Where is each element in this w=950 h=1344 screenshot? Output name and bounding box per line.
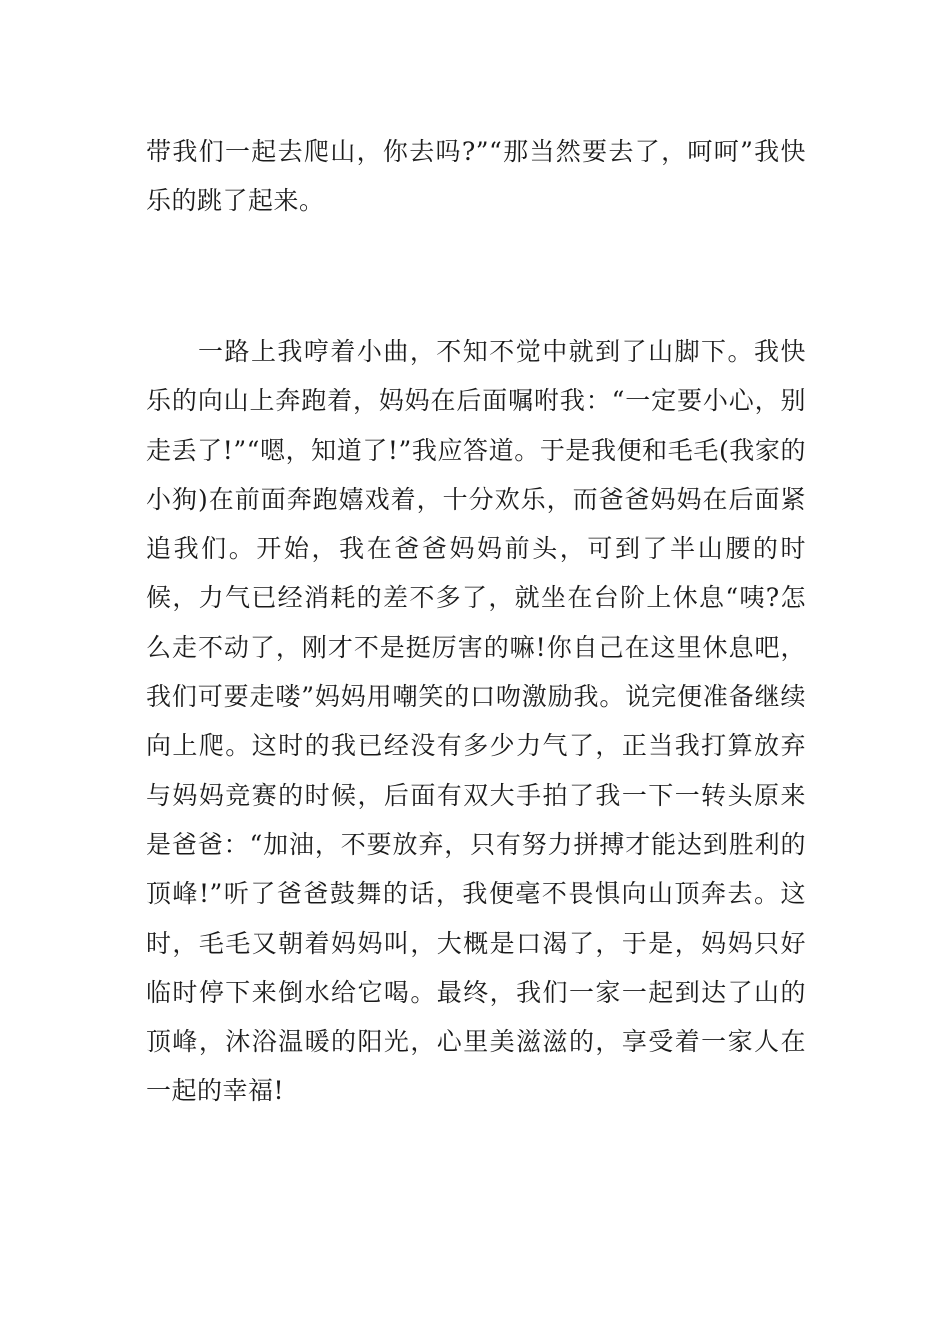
paragraph-mountain-climb: 一路上我哼着小曲，不知不觉中就到了山脚下。我快乐的向山上奔跑着，妈妈在后面嘱咐我：“一定要小心，别走丢了!”“嗯，知道了!”我应答道。于是我便和毛毛(我家的小狗)在前面奔跑嬉戏着，十分欢乐，而爸爸妈妈在后面紧追我们。开始，我在爸爸妈妈前头，可到了半山腰的时候，力气已经消耗的差不多了，就坐在台阶上休息“咦?怎么走不动了，刚才不是挺厉害的嘛!你自己在这里休息吧，我们可要走喽”妈妈用嘲笑的口吻激励我。说完便准备继续向上爬。这时的我已经没有多少力气了，正当我打算放弃与妈妈竞赛的时候，后面有双大手拍了我一下一转头原来是爸爸：“加油，不要放弃，只有努力拼搏才能达到胜利的顶峰!”听了爸爸鼓舞的话，我便毫不畏惧向山顶奔去。这时，毛毛又朝着妈妈叫，大概是口渴了，于是，妈妈只好临时停下来倒水给它喝。最终，我们一家一起到达了山的顶峰，沐浴温暖的阳光，心里美滋滋的，享受着一家人在一起的幸福! xyxy=(146,337,806,1106)
paragraph-continuation: 带我们一起去爬山，你去吗?”“那当然要去了，呵呵”我快乐的跳了起来。 xyxy=(146,137,806,216)
